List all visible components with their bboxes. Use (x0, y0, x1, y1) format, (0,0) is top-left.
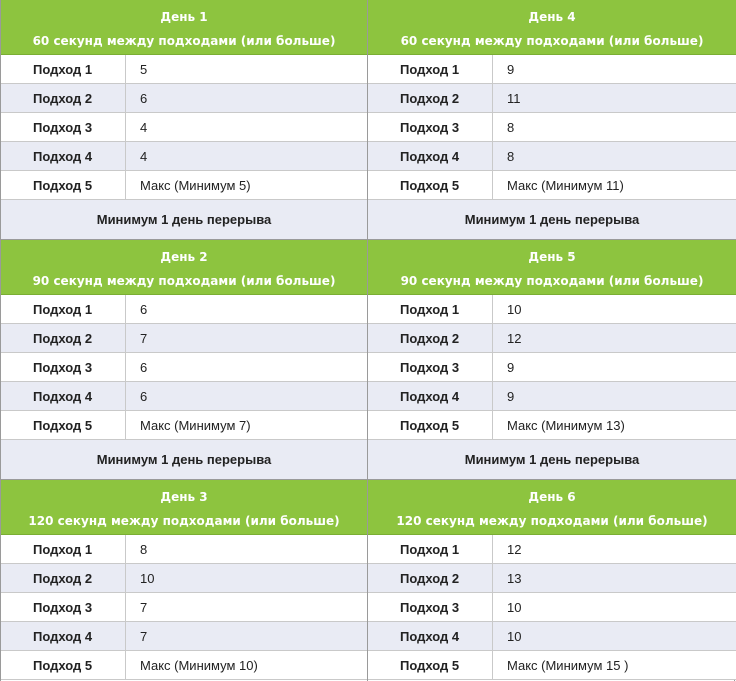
table-row (1, 651, 367, 680)
table-row (368, 113, 736, 142)
set-label: Подход 2 (1, 564, 126, 592)
set-label: Подход 3 (1, 593, 126, 621)
table-row (368, 84, 736, 113)
set-label: Подход 4 (368, 382, 493, 410)
table-row (368, 295, 736, 324)
table-row (1, 382, 367, 411)
day-title: День 4 (528, 10, 576, 24)
table-row (1, 295, 367, 324)
table-row (368, 55, 736, 84)
set-value: 9 (507, 359, 515, 375)
set-label: Подход 1 (1, 535, 126, 563)
set-value: 5 (140, 61, 148, 77)
set-label: Подход 4 (368, 142, 493, 170)
table-row (368, 171, 736, 200)
table-row (368, 382, 736, 411)
table-row (368, 622, 736, 651)
set-value: 11 (507, 90, 521, 106)
set-label: Подход 3 (368, 593, 493, 621)
set-label: Подход 3 (1, 353, 126, 381)
day-title: День 5 (528, 250, 576, 264)
set-value: Макс (Минимум 7) (140, 417, 251, 433)
set-value: 12 (507, 330, 522, 346)
set-value: Макс (Минимум 10) (140, 657, 258, 673)
set-value: 7 (140, 330, 148, 346)
day-header (1, 480, 367, 535)
set-value: 8 (507, 148, 515, 164)
set-value: Макс (Минимум 11) (507, 177, 624, 193)
table-row (1, 324, 367, 353)
set-label: Подход 5 (1, 411, 126, 439)
rest-interval: 90 секунд между подходами (или больше) (32, 274, 336, 288)
set-label: Подход 5 (368, 411, 493, 439)
day-block (1, 0, 368, 240)
set-value: 13 (507, 570, 522, 586)
day-block (368, 0, 736, 240)
set-value: 6 (140, 90, 148, 106)
day-title: День 1 (160, 10, 208, 24)
set-label: Подход 1 (368, 295, 493, 323)
set-value: 6 (140, 301, 148, 317)
set-value: 7 (140, 599, 148, 615)
set-value: 10 (140, 570, 155, 586)
day-title: День 3 (160, 490, 208, 504)
rest-interval: 120 секунд между подходами (или больше) (396, 514, 708, 528)
set-value: Макс (Минимум 15 ) (507, 657, 629, 673)
set-value: 12 (507, 541, 522, 557)
table-row (1, 622, 367, 651)
table-row (1, 593, 367, 622)
table-row (1, 171, 367, 200)
day-block (1, 240, 368, 480)
set-label: Подход 5 (1, 651, 126, 679)
day-header (1, 240, 367, 295)
table-row (1, 113, 367, 142)
set-label: Подход 1 (368, 535, 493, 563)
set-value: 10 (507, 599, 522, 615)
rest-day-note: Минимум 1 день перерыва (1, 200, 367, 240)
rest-interval: 60 секунд между подходами (или больше) (400, 34, 704, 48)
set-label: Подход 2 (368, 564, 493, 592)
table-row (368, 353, 736, 382)
table-row (1, 142, 367, 171)
set-label: Подход 3 (368, 353, 493, 381)
set-label: Подход 3 (368, 113, 493, 141)
set-value: 4 (140, 119, 148, 135)
set-value: Макс (Минимум 13) (507, 417, 625, 433)
table-row (1, 564, 367, 593)
set-value: 10 (507, 301, 522, 317)
day-title: День 6 (528, 490, 576, 504)
set-value: Макс (Минимум 5) (140, 177, 251, 193)
set-label: Подход 2 (1, 84, 126, 112)
set-value: 8 (140, 541, 148, 557)
set-value: 6 (140, 359, 148, 375)
day-block (368, 480, 736, 681)
day-block (368, 240, 736, 480)
set-value: 8 (507, 119, 515, 135)
rest-interval: 60 секунд между подходами (или больше) (32, 34, 336, 48)
table-row (1, 411, 367, 440)
table-row (368, 324, 736, 353)
table-row (368, 142, 736, 171)
set-value: 7 (140, 628, 148, 644)
set-label: Подход 4 (1, 382, 126, 410)
set-value: 9 (507, 61, 515, 77)
day-header (368, 0, 736, 55)
table-row (1, 353, 367, 382)
table-row (368, 593, 736, 622)
set-value: 9 (507, 388, 515, 404)
table-row (368, 535, 736, 564)
set-value: 10 (507, 628, 522, 644)
table-row (1, 535, 367, 564)
rest-day-note: Минимум 1 день перерыва (368, 200, 736, 240)
set-label: Подход 5 (368, 651, 493, 679)
set-label: Подход 4 (368, 622, 493, 650)
table-row (1, 84, 367, 113)
set-label: Подход 1 (1, 295, 126, 323)
set-label: Подход 4 (1, 142, 126, 170)
rest-day-note: Минимум 1 день перерыва (1, 440, 367, 480)
set-label: Подход 1 (368, 55, 493, 83)
day-header (368, 240, 736, 295)
set-label: Подход 5 (1, 171, 126, 199)
set-value: 6 (140, 388, 148, 404)
rest-interval: 90 секунд между подходами (или больше) (400, 274, 704, 288)
table-row (1, 55, 367, 84)
day-title: День 2 (160, 250, 208, 264)
set-label: Подход 4 (1, 622, 126, 650)
set-label: Подход 1 (1, 55, 126, 83)
set-label: Подход 3 (1, 113, 126, 141)
table-row (368, 564, 736, 593)
set-label: Подход 2 (1, 324, 126, 352)
set-label: Подход 2 (368, 84, 493, 112)
set-label: Подход 5 (368, 171, 493, 199)
rest-interval: 120 секунд между подходами (или больше) (28, 514, 340, 528)
table-row (368, 651, 736, 680)
day-block (1, 480, 368, 681)
table-row (368, 411, 736, 440)
set-label: Подход 2 (368, 324, 493, 352)
day-header (368, 480, 736, 535)
set-value: 4 (140, 148, 148, 164)
day-header (1, 0, 367, 55)
rest-day-note: Минимум 1 день перерыва (368, 440, 736, 480)
